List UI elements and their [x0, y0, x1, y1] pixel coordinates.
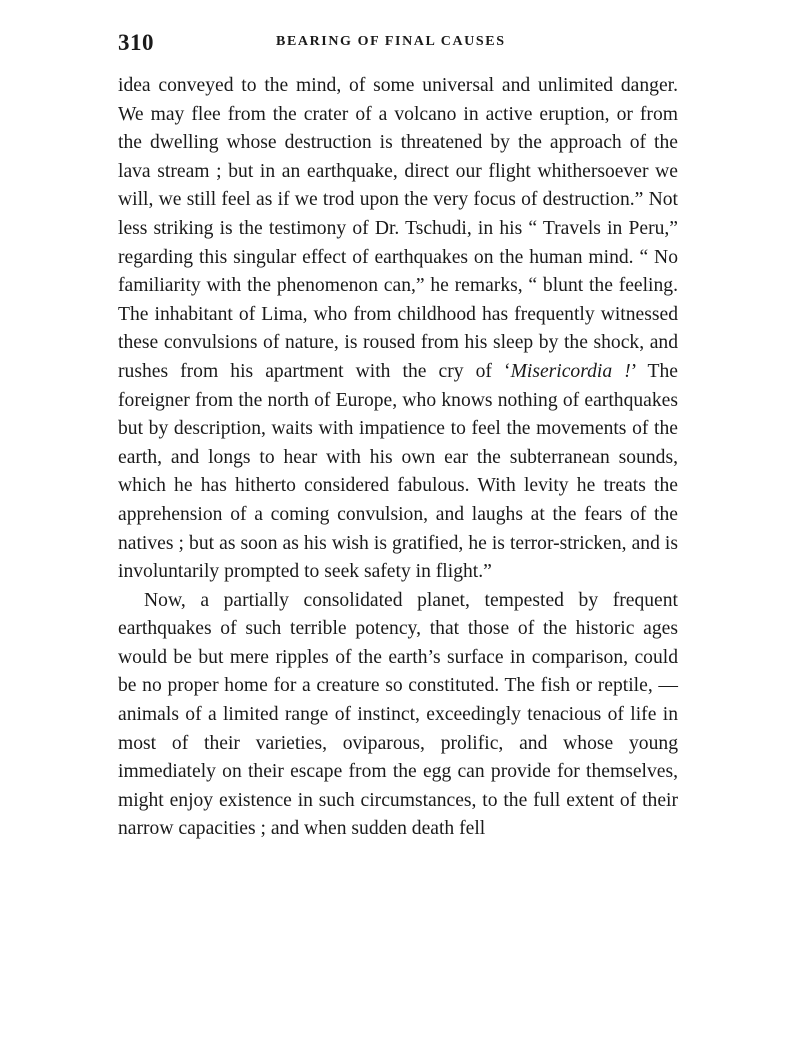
running-title: BEARING OF FINAL CAUSES	[276, 34, 506, 49]
running-head	[118, 30, 678, 64]
italic-exclamation: Misericordia !	[510, 360, 631, 382]
book-page	[118, 30, 678, 844]
paragraph-1-text-after-italic: ’ The foreigner from the north of Europe, who knows nothing of earthquakes but by description, waits with impatience to feel the movements of the earth, and longs to hear with his own ear the subterranean sounds, which he has hitherto considered fabulous. With levity he treats the apprehension of a coming convulsion, and laughs at the fears of the natives ; but as soon as his wish is gratified, he is terror-stricken, and is involuntarily prompted to seek safety in flight.”	[118, 360, 678, 583]
page-number: 310	[118, 30, 154, 55]
paragraph-1-text-before-italic: idea conveyed to the mind, of some universal and unlimited danger. We may flee from the crater of a volcano in active eruption, or from the dwelling whose destruction is threatened by the approach of the lava stream ; but in an earthquake, direct our flight whithersoever we will, we still feel as if we trod upon the very focus of destruction.” Not less striking is the testimony of Dr. Tschudi, in his “ Travels in Peru,” regarding this singular effect of earthquakes on the human mind. “ No familiarity with the phenomenon can,” he remarks, “ blunt the feeling. The inhabitant of Lima, who from childhood has frequently witnessed these convulsions of nature, is roused from his sleep by the shock, and rushes from his apartment with the cry of ‘	[118, 75, 678, 382]
paragraph-continued	[118, 72, 678, 587]
paragraph-new: Now, a partially consolidated planet, tempested by frequent earthquakes of such terrible potency, that those of the historic ages would be but mere ripples of the earth’s surface in comparison, could be no proper home for a creature so constituted. The fish or reptile, — animals of a limited range of instinct, exceedingly tenacious of life in most of their varieties, oviparous, prolific, and whose young immediately on their escape from the egg can provide for themselves, might enjoy existence in such circumstances, to the full extent of their narrow capacities ; and when sudden death fell	[118, 589, 678, 840]
body-text	[118, 72, 678, 844]
